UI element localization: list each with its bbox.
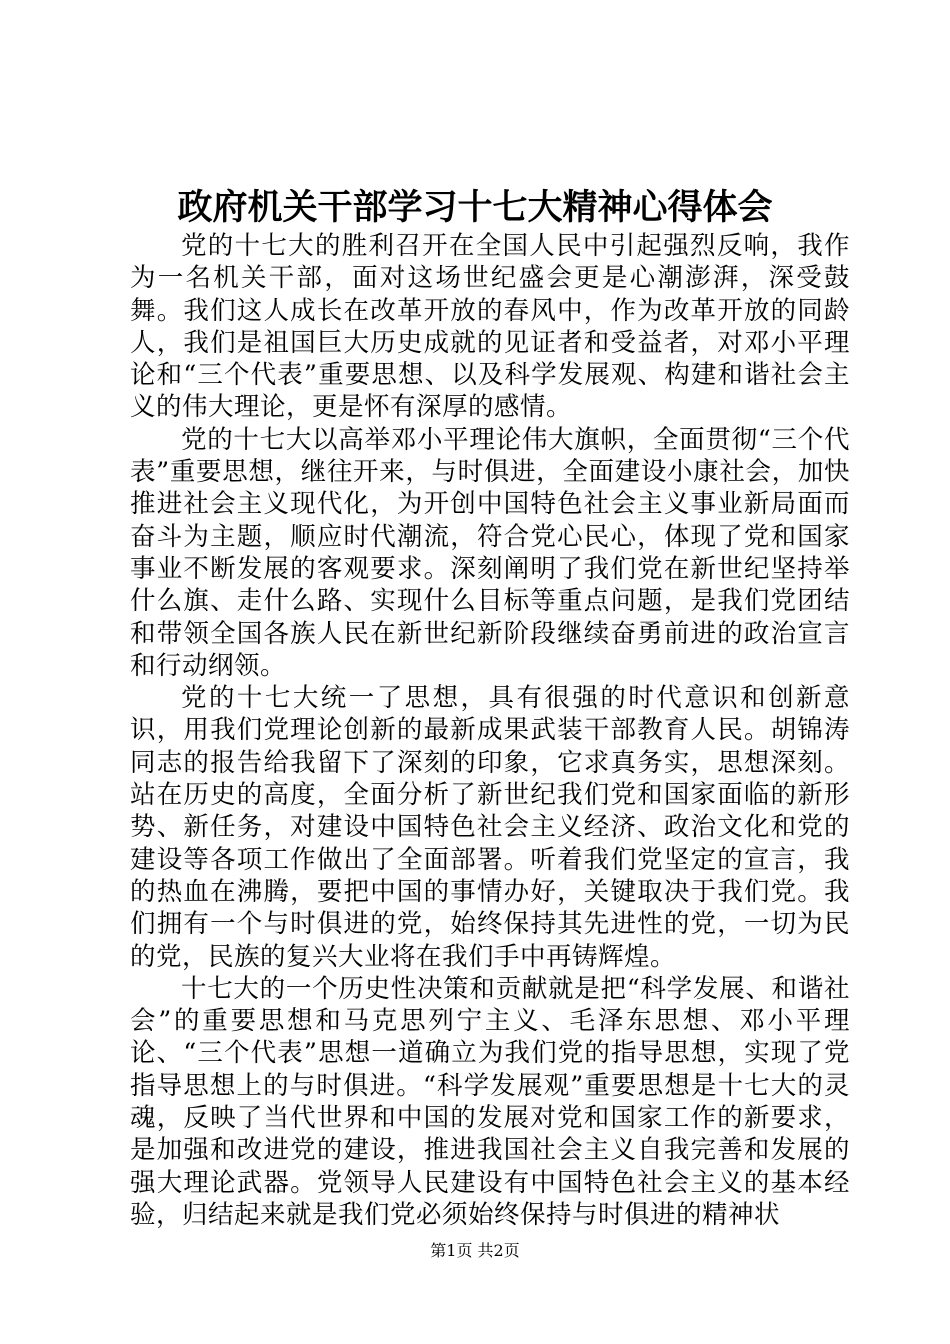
paragraph-4: 十七大的一个历史性决策和贡献就是把“科学发展、和谐社会”的重要思想和马克思列宁主义、毛泽东思想、邓小平理论、“三个代表”思想一道确立为我们党的指导思想，实现了党指导思想上的与时俱进。“科学发展观”重要思想是十七大的灵魂，反映了当代世界和中国的发展对党和国家工作的新要求，是加强和改进党的建设，推进我国社会主义自我完善和发展的强大理论武器。党领导人民建设有中国特色社会主义的基本经验，归结起来就是我们党必须始终保持与时俱进的精神状 — [130, 973, 850, 1230]
paragraph-3: 党的十七大统一了思想，具有很强的时代意识和创新意识，用我们党理论创新的最新成果武装干部教育人民。胡锦涛同志的报告给我留下了深刻的印象，它求真务实，思想深刻。站在历史的高度，全面分析了新世纪我们党和国家面临的新形势、新任务，对建设中国特色社会主义经济、政治文化和党的建设等各项工作做出了全面部署。听着我们党坚定的宣言，我的热血在沸腾，要把中国的事情办好，关键取决于我们党。我们拥有一个与时俱进的党，始终保持其先进性的党，一切为民的党，民族的复兴大业将在我们手中再铸辉煌。 — [130, 683, 850, 972]
document-title: 政府机关干部学习十七大精神心得体会 — [177, 187, 773, 228]
document-body — [130, 230, 850, 1231]
paragraph-1: 党的十七大的胜利召开在全国人民中引起强烈反响，我作为一名机关干部，面对这场世纪盛会更是心潮澎湃，深受鼓舞。我们这人成长在改革开放的春风中，作为改革开放的同龄人，我们是祖国巨大历史成就的见证者和受益者，对邓小平理论和“三个代表”重要思想、以及科学发展观、构建和谐社会主义的伟大理论，更是怀有深厚的感情。 — [130, 231, 850, 423]
paragraph-2: 党的十七大以高举邓小平理论伟大旗帜，全面贯彻“三个代表”重要思想，继往开来，与时俱进，全面建设小康社会，加快推进社会主义现代化，为开创中国特色社会主义事业新局面而奋斗为主题，顺应时代潮流，符合党心民心，体现了党和国家事业不断发展的客观要求。深刻阐明了我们党在新世纪坚持举什么旗、走什么路、实现什么目标等重点问题，是我们党团结和带领全国各族人民在新世纪新阶段继续奋勇前进的政治宣言和行动纲领。 — [130, 424, 850, 681]
page-number-footer: 第1页 共2页 — [430, 1241, 520, 1260]
